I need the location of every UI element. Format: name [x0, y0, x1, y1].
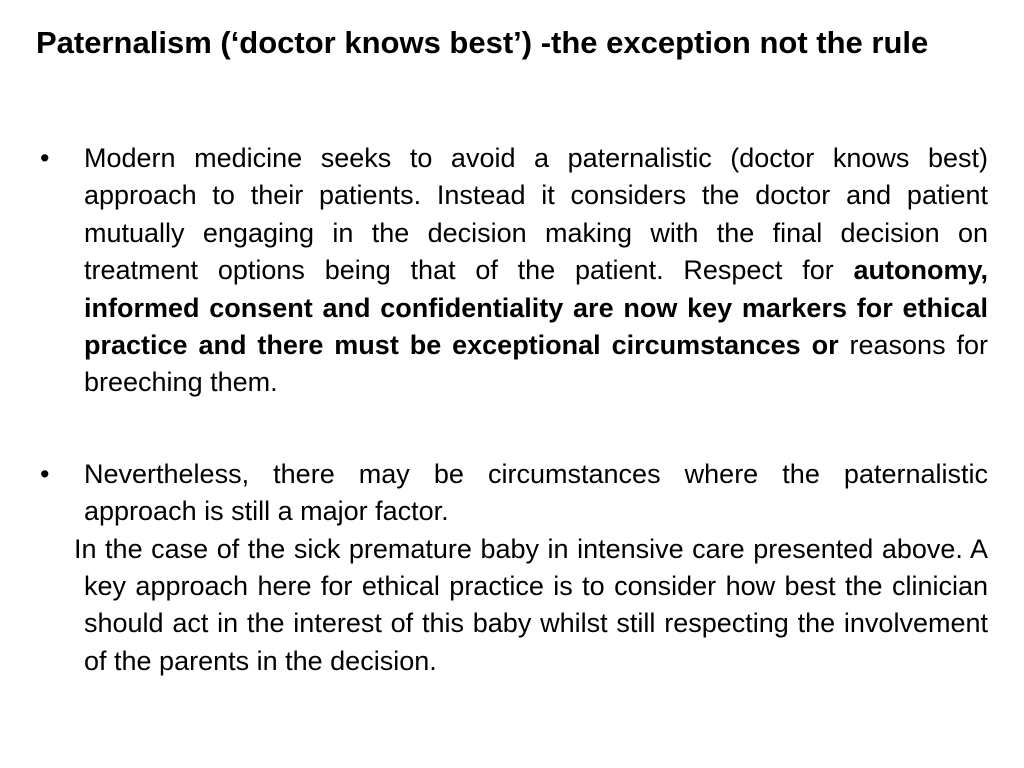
slide-body [40, 140, 988, 680]
bullet-item [40, 456, 988, 531]
bullet-text-part: reasons for breeching them. [84, 330, 988, 398]
bullet-text-part: Modern medicine seeks to avoid a paternalistic (doctor knows best) approach to their patients. Instead it considers the doctor and patient mutually engaging in the decision making with the final decision on treatment options being that of the patient. Respect for [84, 143, 988, 286]
bullet-text: Nevertheless, there may be circumstances where the paternalistic approach is still a major factor. [84, 458, 988, 527]
bullet-item [40, 140, 988, 402]
bullet-text [84, 140, 988, 402]
continuation-paragraph: In the case of the sick premature baby in intensive care presented above. A key approach here for ethical practice is to consider how best the clinician should act in the interest of this baby whilst still respecting the involvement of the parents in the decision. [74, 533, 988, 676]
bullet-icon: • [40, 143, 50, 173]
slide-title: Paternalism (‘doctor knows best’) -the exception not the rule [36, 25, 929, 60]
bullet-text-bold: autonomy, informed consent and confidentiality are now key markers for ethical practice and there must be exceptional circumstances or [84, 255, 988, 361]
bullet-icon: • [40, 458, 50, 489]
